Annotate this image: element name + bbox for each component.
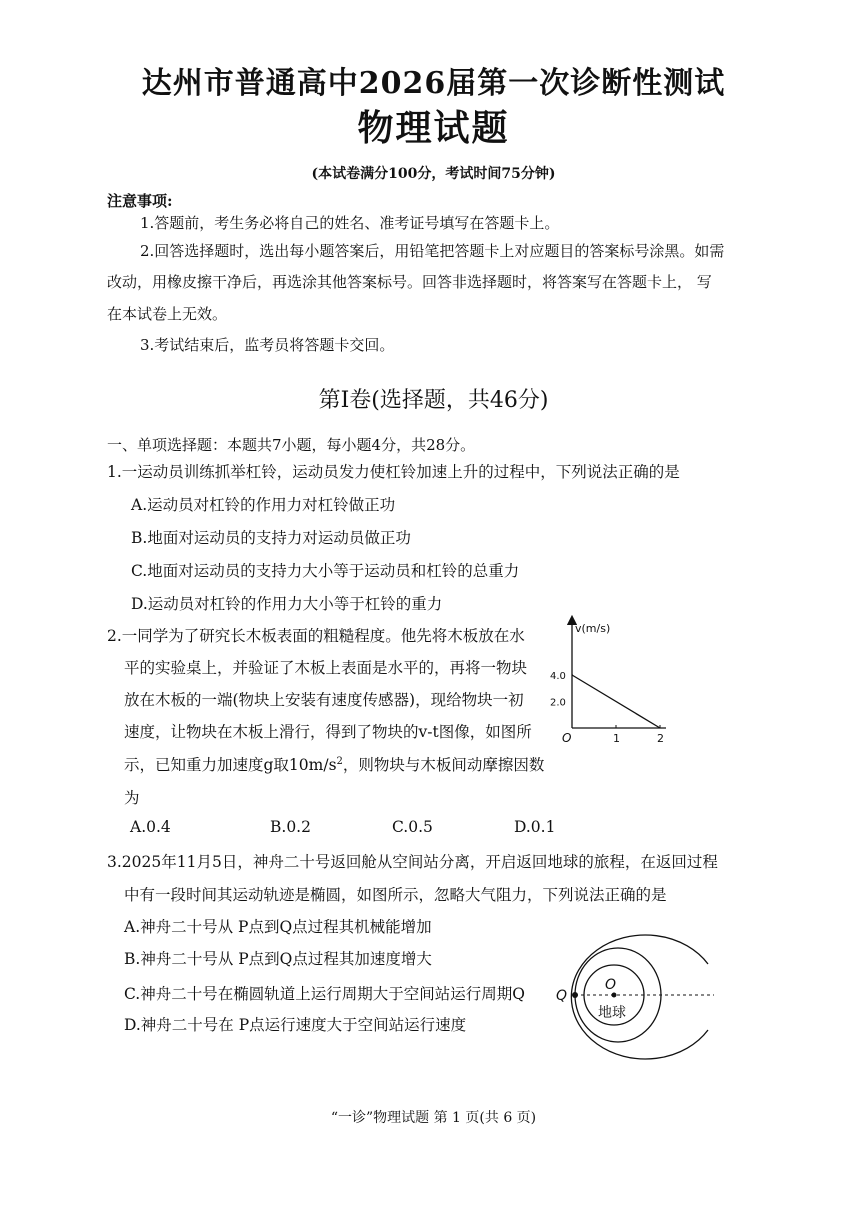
vt-y-tick-label: 4.0 [550,671,566,682]
q2-line-3: 放在木板的一端(物块上安装有速度传感器)，现给物块一初 [124,691,524,709]
notice-item-3: 3.考试结束后，监考员将答题卡交回。 [140,336,395,354]
q2-line-1: 2.一同学为了研究长木板表面的粗糙程度。他先将木板放在水 [107,627,525,645]
q2-line-4: 速度，让物块在木板上滑行，得到了物块的v-t图像，如图所 [124,723,532,741]
q-label: Q [556,988,568,1004]
q3-option-a: A.神舟二十号从 P点到Q点过程其机械能增加 [124,918,432,936]
vt-data-line [572,675,660,728]
notice-item-1: 1.答题前，考生务必将自己的姓名、准考证号填写在答题卡上。 [140,214,560,232]
subject-title: 物理试题 [357,107,510,149]
q2-option-d: D.0.1 [514,818,556,836]
orbit-figure [548,932,724,1062]
vt-x-tick-label: 1 [613,732,620,745]
q2-line-6: 为 [124,789,140,807]
q1-option-b: B.地面对运动员的支持力对运动员做正功 [131,529,411,547]
q1-stem: 1.一运动员训练抓举杠铃，运动员发力使杠铃加速上升的过程中，下列说法正确的是 [107,463,680,481]
q1-option-d: D.运动员对杠铃的作用力大小等于杠铃的重力 [131,595,443,613]
earth-center [612,993,617,998]
notice-item-2-line-3: 在本试卷上无效。 [107,305,228,323]
section-title: 第Ⅰ卷(选择题，共46分) [318,388,549,413]
exam-title: 达州市普通高中2026届第一次诊断性测试 [141,66,726,101]
part-heading: 一、单项选择题：本题共7小题，每小题4分，共28分。 [107,436,476,454]
vt-chart [548,614,678,754]
q2-option-b: B.0.2 [270,818,311,836]
q3-option-b: B.神舟二十号从 P点到Q点过程其加速度增大 [124,950,432,968]
point-q [572,992,578,998]
q2-line-5-sup: 2 [336,755,343,767]
center-label: O [605,977,617,993]
q3-line-1: 3.2025年11月5日，神舟二十号返回舱从空间站分离，开启返回地球的旅程，在返回过程 [107,853,718,871]
earth-label: 地球 [598,1005,626,1021]
q1-option-c: C.地面对运动员的支持力大小等于运动员和杠铃的总重力 [131,562,520,580]
q2-option-a: A.0.4 [130,818,171,836]
q2-line-5-post: ，则物块与木板间动摩擦因数 [342,756,545,774]
q3-option-d: D.神舟二十号在 P点运行速度大于空间站运行速度 [124,1016,467,1034]
notice-item-2-line-2: 改动，用橡皮擦干净后，再选涂其他答案标号。回答非选择题时，将答案写在答题卡上， 写 [107,273,712,291]
q3-option-c: C.神舟二十号在椭圆轨道上运行周期大于空间站运行周期Q [124,985,525,1003]
notice-item-2-line-1: 2.回答选择题时，选出每小题答案后，用铅笔把答题卡上对应题目的答案标号涂黑。如需 [140,242,725,260]
q3-line-2: 中有一段时间其运动轨迹是椭圆，如图所示，忽略大气阻力，下列说法正确的是 [124,886,667,904]
q2-option-c: C.0.5 [392,818,433,836]
q2-line-5-pre: 示，已知重力加速度g取10m/s [124,756,337,774]
q1-option-a: A.运动员对杠铃的作用力对杠铃做正功 [131,496,396,514]
exam-info: (本试卷满分100分，考试时间75分钟) [311,166,556,182]
q2-line-5 [124,753,544,775]
q2-line-2: 平的实验桌上，并验证了木板上表面是水平的，再将一物块 [124,659,528,677]
notice-heading: 注意事项: [107,192,173,210]
vt-y-label: v(m/s) [575,622,611,635]
vt-origin-label: O [562,731,572,745]
vt-x-tick-label: 2 [657,732,664,745]
vt-y-tick-label: 2.0 [550,697,566,709]
page-footer: “一诊”物理试题 第 1 页(共 6 页) [330,1110,537,1126]
